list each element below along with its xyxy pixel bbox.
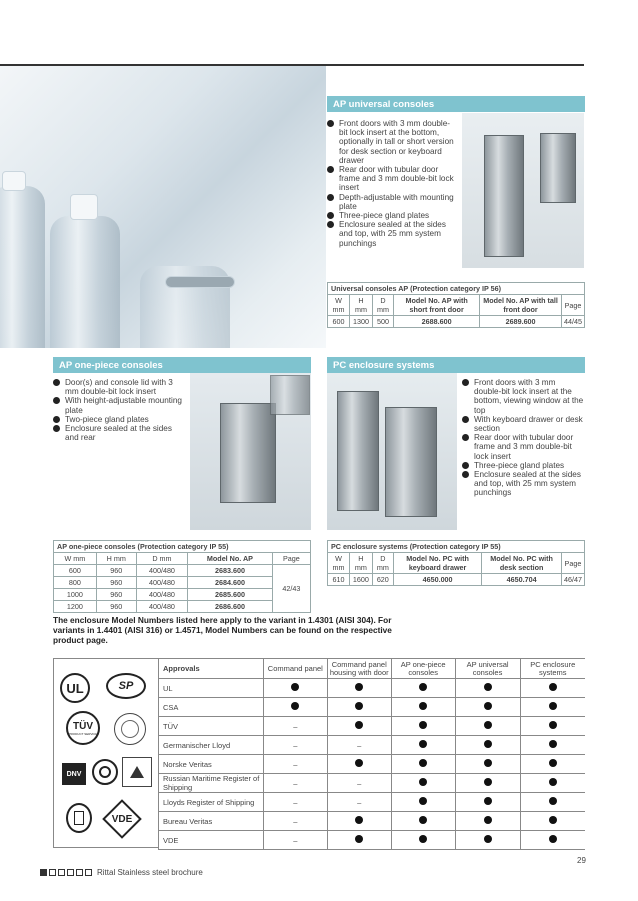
cell: 960: [96, 589, 136, 601]
pc-enclosure-features: [462, 378, 585, 498]
approved-dot-icon: [419, 778, 427, 786]
approval-name: TÜV: [159, 717, 264, 736]
approval-cell: [520, 698, 585, 717]
cell: 2686.600: [188, 601, 273, 613]
approval-row: [159, 679, 586, 698]
vde-logo: [102, 799, 142, 839]
column-header: Command panel: [263, 659, 327, 679]
page-marker-icon: [67, 869, 74, 876]
approved-dot-icon: [419, 797, 427, 805]
approval-row: [159, 793, 586, 812]
rmrs-logo-icon: [92, 759, 118, 785]
approval-row: [159, 831, 586, 850]
approval-cell: –: [327, 736, 391, 755]
vde-logo-text: VDE: [111, 813, 133, 825]
approval-cell: [455, 698, 520, 717]
approved-dot-icon: [419, 816, 427, 824]
ap-universal-table: [327, 282, 585, 328]
approval-cell: [520, 793, 585, 812]
approved-dot-icon: [484, 797, 492, 805]
approval-cell: [391, 774, 455, 793]
feature-item: Two-piece gland plates: [53, 415, 183, 424]
cell: 400/480: [136, 601, 187, 613]
approved-dot-icon: [549, 797, 557, 805]
approved-dot-icon: [355, 683, 363, 691]
approval-cell: –: [263, 717, 327, 736]
approved-dot-icon: [419, 683, 427, 691]
approval-cell: [455, 679, 520, 698]
approval-cell: [391, 717, 455, 736]
column-header: Model No. AP with short front door: [394, 295, 480, 316]
ap-onepiece-photo: [190, 373, 311, 530]
approvals-header-row: [159, 659, 586, 679]
dnv-logo: DNV: [62, 763, 86, 785]
feature-item: Rear door with tubular door frame and 3 mm double-bit lock insert: [327, 165, 457, 193]
approval-name: VDE: [159, 831, 264, 850]
approval-cell: [520, 831, 585, 850]
approval-cell: [455, 736, 520, 755]
approval-cell: –: [263, 755, 327, 774]
approved-dot-icon: [549, 835, 557, 843]
page-marker-icon: [49, 869, 56, 876]
cell: 2688.600: [394, 316, 480, 328]
bottles-photo: [0, 66, 326, 348]
approval-cell: [520, 812, 585, 831]
approval-cell: –: [263, 793, 327, 812]
approved-dot-icon: [484, 816, 492, 824]
approval-row: [159, 717, 586, 736]
approved-dot-icon: [549, 816, 557, 824]
cell: 1200: [54, 601, 97, 613]
approved-dot-icon: [484, 835, 492, 843]
approval-name: UL: [159, 679, 264, 698]
cell: 2684.600: [188, 577, 273, 589]
approval-cell: [520, 717, 585, 736]
approved-dot-icon: [355, 759, 363, 767]
tuv-logo-text: TÜV: [73, 720, 93, 732]
cell: 44/45: [561, 316, 584, 328]
column-header: H mm: [96, 553, 136, 565]
approved-dot-icon: [484, 778, 492, 786]
feature-item: Enclosure sealed at the sides and top, with 25 mm system punchings: [462, 470, 585, 498]
approved-dot-icon: [355, 721, 363, 729]
cell: 2685.600: [188, 589, 273, 601]
approval-cell: [455, 793, 520, 812]
column-header: W mm: [328, 553, 350, 574]
column-header: Command panel housing with door: [327, 659, 391, 679]
feature-item: Rear door with tubular door frame and 3 mm double-bit lock insert: [462, 433, 585, 461]
feature-item: Enclosure sealed at the sides and top, with 25 mm system punchings: [327, 220, 457, 248]
page-marker-icon: [85, 869, 92, 876]
approved-dot-icon: [484, 759, 492, 767]
approval-cell: [455, 812, 520, 831]
cell: 4650.000: [393, 574, 481, 586]
cell: 960: [96, 601, 136, 613]
column-header: D mm: [372, 295, 393, 316]
footer-text: Rittal Stainless steel brochure: [97, 868, 203, 877]
approved-dot-icon: [549, 683, 557, 691]
column-header: H mm: [350, 295, 373, 316]
approval-name: Russian Maritime Register of Shipping: [159, 774, 264, 793]
approval-cell: [520, 755, 585, 774]
table-caption: AP one-piece consoles (Protection category IP 55): [54, 541, 311, 553]
approved-dot-icon: [355, 835, 363, 843]
approved-dot-icon: [419, 759, 427, 767]
feature-item: Three-piece gland plates: [462, 461, 585, 470]
table-row: [328, 316, 585, 328]
approval-cell: [327, 831, 391, 850]
table-row: [328, 574, 585, 586]
ap-onepiece-table: [53, 540, 311, 613]
cell: 1300: [350, 316, 373, 328]
feature-item: Three-piece gland plates: [327, 211, 457, 220]
approved-dot-icon: [419, 702, 427, 710]
approval-cell: [327, 812, 391, 831]
approved-dot-icon: [291, 702, 299, 710]
approval-name: Norske Veritas: [159, 755, 264, 774]
cell: 400/480: [136, 577, 187, 589]
approved-dot-icon: [355, 702, 363, 710]
approval-cell: [391, 736, 455, 755]
cell: 2683.600: [188, 565, 273, 577]
page-marker-icon: [40, 869, 47, 876]
approval-cell: [263, 698, 327, 717]
table-row: [54, 565, 311, 577]
approved-dot-icon: [549, 721, 557, 729]
approval-row: [159, 774, 586, 793]
approval-cell: [520, 774, 585, 793]
approved-dot-icon: [549, 759, 557, 767]
feature-item: Front doors with 3 mm double-bit lock insert at the bottom, viewing window at the top: [462, 378, 585, 415]
approval-cell: [391, 831, 455, 850]
approved-dot-icon: [484, 740, 492, 748]
approval-cell: [391, 679, 455, 698]
approval-name: CSA: [159, 698, 264, 717]
approval-cell: –: [263, 831, 327, 850]
cell: 42/43: [272, 565, 310, 613]
approval-cell: [391, 698, 455, 717]
approved-dot-icon: [484, 683, 492, 691]
approval-row: [159, 755, 586, 774]
column-header: Model No. AP with tall front door: [480, 295, 562, 316]
approval-cell: –: [263, 812, 327, 831]
column-header: D mm: [372, 553, 393, 574]
column-header: Model No. AP: [188, 553, 273, 565]
approval-cell: [520, 736, 585, 755]
approval-row: [159, 736, 586, 755]
approval-row: [159, 698, 586, 717]
approved-dot-icon: [419, 835, 427, 843]
tuv-logo: [66, 711, 100, 745]
section-title-ap-universal: AP universal consoles: [327, 96, 585, 112]
approval-cell: [327, 755, 391, 774]
approval-cell: [391, 812, 455, 831]
ap-onepiece-features: [53, 378, 183, 442]
approval-name: Lloyds Register of Shipping: [159, 793, 264, 812]
approval-cell: [391, 793, 455, 812]
approval-cell: –: [327, 774, 391, 793]
cell: 610: [328, 574, 350, 586]
footer: [40, 868, 203, 877]
ap-universal-features: [327, 119, 457, 248]
pc-enclosure-photo: [327, 373, 457, 530]
cell: 400/480: [136, 589, 187, 601]
feature-item: Front doors with 3 mm double-bit lock insert at the bottom, optionally in tall or short version for desk section or keyboard drawer: [327, 119, 457, 165]
feature-item: Door(s) and console lid with 3 mm double-bit lock insert: [53, 378, 183, 396]
approval-cell: [455, 831, 520, 850]
bureau-veritas-logo-icon: [66, 803, 92, 833]
cell: 400/480: [136, 565, 187, 577]
ap-universal-photo: [462, 113, 584, 268]
cell: 2689.600: [480, 316, 562, 328]
column-header: W mm: [328, 295, 350, 316]
column-header: Page: [272, 553, 310, 565]
cell: 800: [54, 577, 97, 589]
cell: 600: [328, 316, 350, 328]
cell: 960: [96, 577, 136, 589]
approval-cell: [455, 755, 520, 774]
cell: 1000: [54, 589, 97, 601]
tuv-logo-subtext: PRODUCT SERVICE: [68, 731, 98, 736]
column-header: Page: [561, 295, 584, 316]
cell: 4650.704: [482, 574, 562, 586]
column-header: AP universal consoles: [455, 659, 520, 679]
table-row: [54, 589, 311, 601]
table-row: [54, 601, 311, 613]
section-title-pc-enclosure: PC enclosure systems: [327, 357, 585, 373]
approval-cell: –: [263, 736, 327, 755]
model-number-note: The enclosure Model Numbers listed here apply to the variant in 1.4301 (AISI 304). For variants in 1.4401 (AISI 316) or 1.4571, Model Numbers can be found on the respective product page.: [53, 615, 392, 645]
page-marker-icon: [76, 869, 83, 876]
approved-dot-icon: [549, 702, 557, 710]
approval-cell: –: [263, 774, 327, 793]
approval-logos: [53, 658, 158, 848]
column-header: AP one-piece consoles: [391, 659, 455, 679]
approval-cell: –: [327, 793, 391, 812]
feature-item: Enclosure sealed at the sides and rear: [53, 424, 183, 442]
approved-dot-icon: [484, 702, 492, 710]
approval-name: Germanischer Lloyd: [159, 736, 264, 755]
section-title-ap-onepiece: AP one-piece consoles: [53, 357, 311, 373]
approval-cell: [455, 774, 520, 793]
approval-cell: [327, 698, 391, 717]
approved-dot-icon: [419, 721, 427, 729]
approval-cell: [391, 755, 455, 774]
feature-item: With height-adjustable mounting plate: [53, 396, 183, 414]
table-row: [54, 577, 311, 589]
cell: 960: [96, 565, 136, 577]
feature-item: With keyboard drawer or desk section: [462, 415, 585, 433]
approval-cell: [520, 679, 585, 698]
csa-logo: SP: [106, 673, 146, 699]
approval-row: [159, 812, 586, 831]
cell: 500: [372, 316, 393, 328]
table-caption: Universal consoles AP (Protection category IP 56): [328, 283, 585, 295]
column-header: D mm: [136, 553, 187, 565]
column-header: PC enclosure systems: [520, 659, 585, 679]
cell: 620: [372, 574, 393, 586]
column-header: Model No. PC with desk section: [482, 553, 562, 574]
cell: 600: [54, 565, 97, 577]
page-marker-icon: [58, 869, 65, 876]
pc-enclosure-table: [327, 540, 585, 586]
approval-cell: [327, 717, 391, 736]
approved-dot-icon: [355, 816, 363, 824]
ul-logo: UL: [60, 673, 90, 703]
column-header: Approvals: [159, 659, 264, 679]
approval-cell: [263, 679, 327, 698]
approval-name: Bureau Veritas: [159, 812, 264, 831]
approved-dot-icon: [549, 740, 557, 748]
table-caption: PC enclosure systems (Protection category IP 55): [328, 541, 585, 553]
approval-cell: [455, 717, 520, 736]
approvals-table: [158, 658, 585, 850]
approved-dot-icon: [484, 721, 492, 729]
approved-dot-icon: [291, 683, 299, 691]
lloyds-register-logo-icon: [122, 757, 152, 787]
column-header: H mm: [349, 553, 372, 574]
approved-dot-icon: [549, 778, 557, 786]
column-header: W mm: [54, 553, 97, 565]
page-number: 29: [577, 856, 586, 865]
column-header: Model No. PC with keyboard drawer: [393, 553, 481, 574]
column-header: Page: [561, 553, 584, 574]
cell: 1600: [349, 574, 372, 586]
approved-dot-icon: [419, 740, 427, 748]
feature-item: Depth-adjustable with mounting plate: [327, 193, 457, 211]
approval-cell: [327, 679, 391, 698]
cell: 46/47: [561, 574, 584, 586]
gl-seal-icon: [114, 713, 146, 745]
